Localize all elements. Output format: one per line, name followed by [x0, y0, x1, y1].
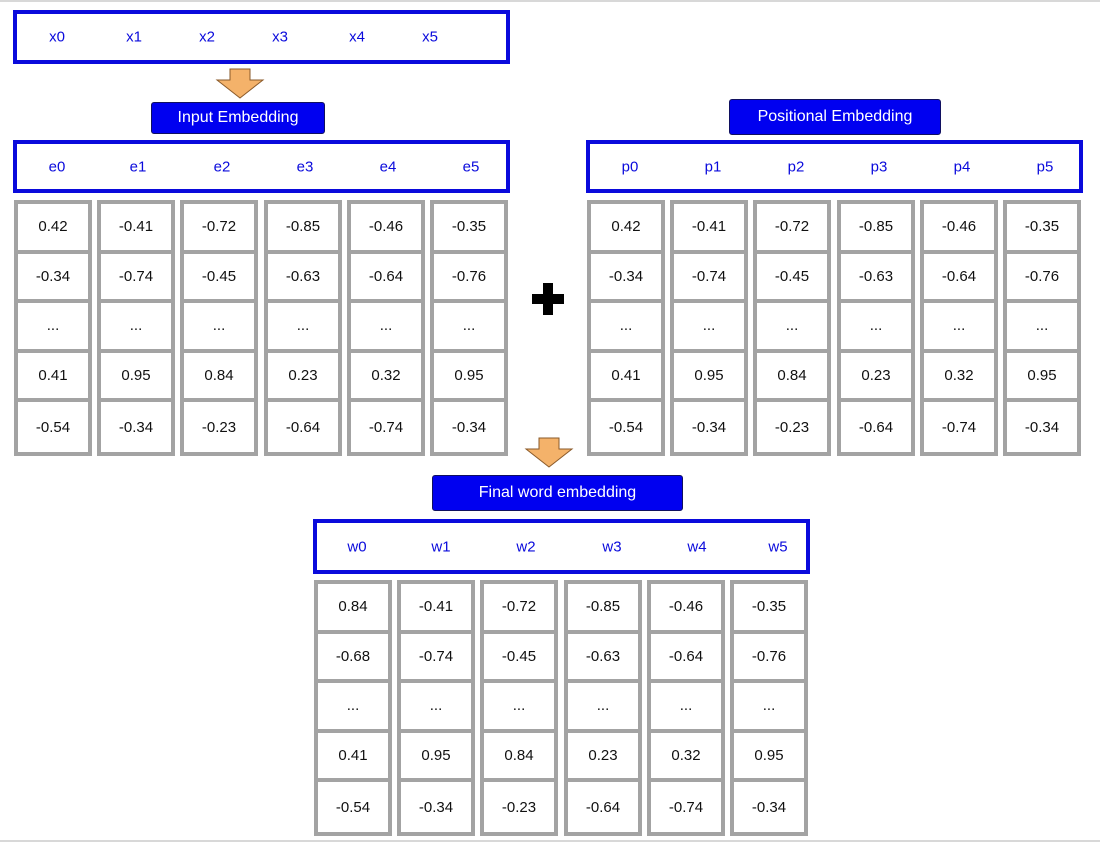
header-w5: w5 [768, 538, 788, 555]
matrix-cell: -0.45 [184, 254, 254, 304]
matrix-cell: -0.54 [35, 418, 71, 436]
matrix-cell: 0.42 [591, 204, 661, 254]
matrix-cell: 0.84 [484, 733, 554, 783]
matrix-cell: ... [401, 683, 471, 733]
matrix-column [564, 580, 642, 836]
matrix-cell: -0.35 [1007, 204, 1077, 254]
header-p1: p1 [704, 158, 722, 175]
matrix-cell: -0.34 [591, 254, 661, 304]
matrix-cell: -0.72 [484, 584, 554, 634]
matrix-cell: ... [101, 303, 171, 353]
matrix-cell: ... [841, 303, 911, 353]
matrix-cell: ... [351, 303, 421, 353]
matrix-cell: -0.63 [268, 254, 338, 304]
matrix-cell: -0.74 [368, 418, 404, 436]
matrix-cell: -0.74 [668, 798, 704, 816]
matrix-column [647, 580, 725, 836]
matrix-cell: -0.76 [734, 634, 804, 684]
matrix-cell: -0.74 [674, 254, 744, 304]
matrix-cell: ... [184, 303, 254, 353]
matrix-column [97, 200, 175, 456]
matrix-column [670, 200, 748, 456]
header-e1: e1 [129, 158, 147, 175]
matrix-cell: -0.46 [924, 204, 994, 254]
token-x4: x4 [349, 28, 365, 46]
matrix-cell: -0.54 [608, 418, 644, 436]
header-e0: e0 [48, 158, 66, 175]
header-e3: e3 [296, 158, 314, 175]
matrix-cell: 0.95 [1007, 353, 1077, 403]
header-p5: p5 [1036, 158, 1054, 175]
matrix-cell: -0.45 [484, 634, 554, 684]
matrix-cell: -0.34 [751, 798, 787, 816]
header-w4: w4 [687, 538, 707, 555]
matrix-column [753, 200, 831, 456]
matrix-cell: -0.74 [101, 254, 171, 304]
matrix-cell: ... [318, 683, 388, 733]
matrix-cell: -0.64 [351, 254, 421, 304]
token-x5: x5 [422, 28, 438, 46]
matrix-cell: 0.41 [18, 353, 88, 403]
token-x1: x1 [126, 28, 142, 46]
matrix-cell: ... [757, 303, 827, 353]
matrix-cell: -0.72 [757, 204, 827, 254]
matrix-cell: -0.34 [451, 418, 487, 436]
matrix-cell: 0.95 [734, 733, 804, 783]
token-x3: x3 [272, 28, 288, 46]
token-x0: x0 [49, 28, 65, 46]
matrix-cell: -0.23 [501, 798, 537, 816]
header-p0: p0 [621, 158, 639, 175]
matrix-cell: 0.84 [757, 353, 827, 403]
positional-embedding-label: Positional Embedding [729, 99, 941, 135]
matrix-cell: 0.95 [434, 353, 504, 403]
matrix-cell: -0.46 [651, 584, 721, 634]
matrix-cell: 0.32 [651, 733, 721, 783]
matrix-cell: 0.95 [674, 353, 744, 403]
matrix-cell: 0.84 [184, 353, 254, 403]
matrix-cell: -0.76 [434, 254, 504, 304]
header-p4: p4 [953, 158, 971, 175]
matrix-cell: -0.34 [418, 798, 454, 816]
matrix-cell: -0.68 [318, 634, 388, 684]
matrix-cell: -0.64 [285, 418, 321, 436]
header-w1: w1 [431, 538, 451, 555]
header-e5: e5 [462, 158, 480, 175]
matrix-cell: -0.35 [734, 584, 804, 634]
matrix-cell: -0.46 [351, 204, 421, 254]
down-arrow-icon [215, 68, 265, 100]
matrix-cell: -0.34 [18, 254, 88, 304]
matrix-cell: -0.45 [757, 254, 827, 304]
matrix-cell: ... [268, 303, 338, 353]
input-embedding-header [13, 140, 510, 193]
positional-embedding-header [586, 140, 1083, 193]
matrix-cell: ... [924, 303, 994, 353]
input-tokens-box [13, 10, 510, 64]
matrix-cell: -0.64 [858, 418, 894, 436]
matrix-cell: 0.23 [268, 353, 338, 403]
matrix-cell: -0.34 [118, 418, 154, 436]
matrix-column [314, 580, 392, 836]
top-divider [0, 0, 1100, 2]
matrix-cell: -0.72 [184, 204, 254, 254]
matrix-cell: 0.95 [401, 733, 471, 783]
matrix-cell: -0.34 [691, 418, 727, 436]
matrix-cell: -0.74 [401, 634, 471, 684]
matrix-cell: -0.41 [674, 204, 744, 254]
matrix-column [180, 200, 258, 456]
matrix-cell: -0.85 [568, 584, 638, 634]
matrix-cell: -0.85 [841, 204, 911, 254]
input-embedding-label: Input Embedding [151, 102, 325, 134]
matrix-cell: ... [1007, 303, 1077, 353]
matrix-cell: 0.32 [351, 353, 421, 403]
matrix-column [920, 200, 998, 456]
header-w2: w2 [516, 538, 536, 555]
matrix-cell: ... [18, 303, 88, 353]
matrix-cell: -0.35 [434, 204, 504, 254]
matrix-cell: ... [734, 683, 804, 733]
matrix-cell: 0.32 [924, 353, 994, 403]
final-embedding-header [313, 519, 810, 574]
matrix-column [264, 200, 342, 456]
matrix-cell: -0.85 [268, 204, 338, 254]
down-arrow-icon [524, 437, 574, 469]
matrix-cell: -0.74 [941, 418, 977, 436]
matrix-cell: ... [434, 303, 504, 353]
header-p2: p2 [787, 158, 805, 175]
matrix-cell: 0.42 [18, 204, 88, 254]
header-e4: e4 [379, 158, 397, 175]
plus-icon [530, 281, 566, 317]
matrix-column [587, 200, 665, 456]
matrix-cell: ... [651, 683, 721, 733]
matrix-column [397, 580, 475, 836]
token-x2: x2 [199, 28, 215, 46]
matrix-cell: -0.64 [924, 254, 994, 304]
matrix-cell: -0.64 [651, 634, 721, 684]
header-e2: e2 [213, 158, 231, 175]
matrix-column [480, 580, 558, 836]
matrix-cell: -0.63 [841, 254, 911, 304]
matrix-cell: 0.84 [318, 584, 388, 634]
matrix-cell: -0.63 [568, 634, 638, 684]
matrix-cell: 0.41 [591, 353, 661, 403]
header-w0: w0 [347, 538, 367, 555]
final-embedding-label: Final word embedding [432, 475, 683, 511]
matrix-column [347, 200, 425, 456]
matrix-column [730, 580, 808, 836]
matrix-column [837, 200, 915, 456]
matrix-cell: -0.23 [201, 418, 237, 436]
matrix-cell: ... [674, 303, 744, 353]
matrix-cell: -0.54 [335, 798, 371, 816]
matrix-column [14, 200, 92, 456]
matrix-cell: ... [591, 303, 661, 353]
matrix-cell: 0.23 [841, 353, 911, 403]
matrix-cell: -0.41 [401, 584, 471, 634]
matrix-cell: 0.41 [318, 733, 388, 783]
matrix-cell: -0.64 [585, 798, 621, 816]
matrix-cell: ... [568, 683, 638, 733]
header-w3: w3 [602, 538, 622, 555]
matrix-column [1003, 200, 1081, 456]
matrix-cell: ... [484, 683, 554, 733]
matrix-cell: -0.76 [1007, 254, 1077, 304]
matrix-cell: 0.95 [101, 353, 171, 403]
matrix-column [430, 200, 508, 456]
matrix-cell: -0.34 [1024, 418, 1060, 436]
header-p3: p3 [870, 158, 888, 175]
matrix-cell: -0.23 [774, 418, 810, 436]
matrix-cell: 0.23 [568, 733, 638, 783]
matrix-cell: -0.41 [101, 204, 171, 254]
